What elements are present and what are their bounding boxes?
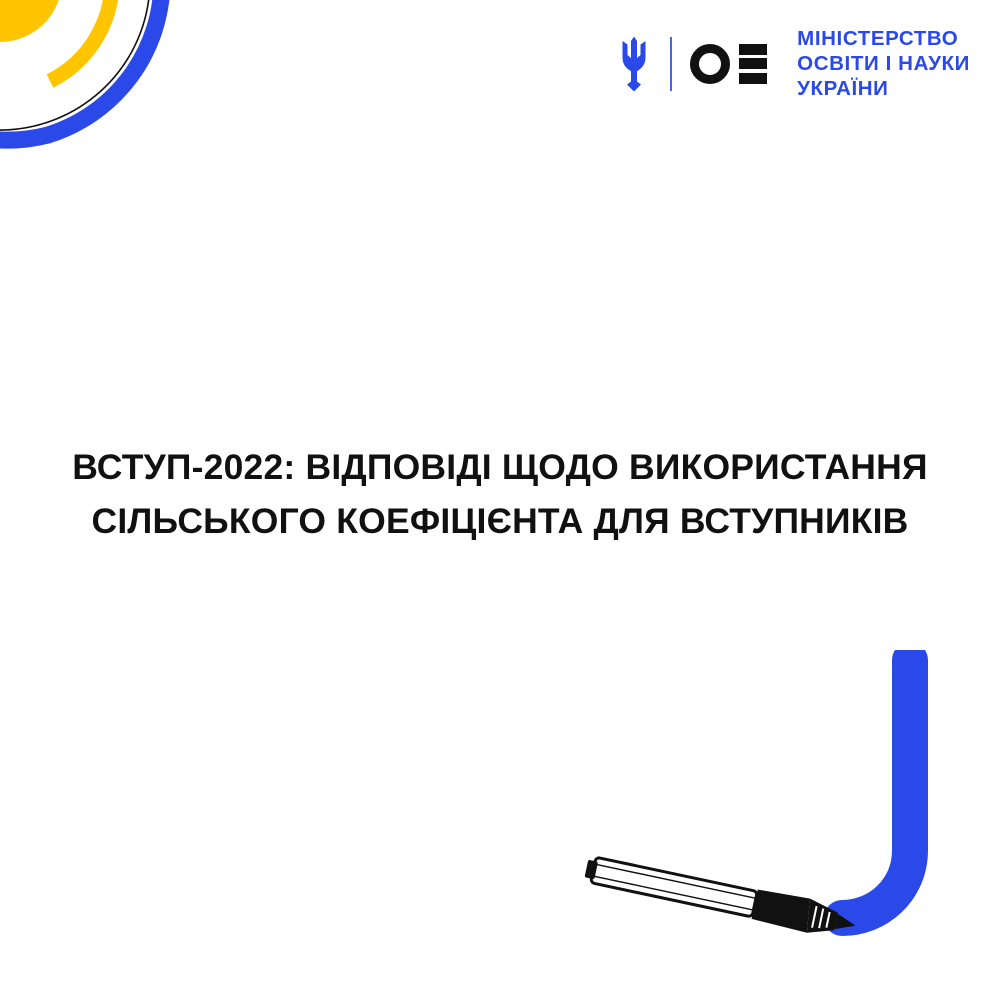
ministry-name-line-2: ОСВІТИ І НАУКИ [797, 52, 970, 75]
ukraine-trident-emblem [614, 36, 654, 92]
mon-bars-icon [739, 44, 767, 84]
ministry-name [797, 26, 970, 101]
mon-circle-icon [690, 44, 730, 84]
page-title-line-1: ВСТУП-2022: ВІДПОВІДІ ЩОДО ВИКОРИСТАННЯ [72, 447, 928, 487]
pen-with-blue-stroke-illustration [580, 650, 980, 980]
concentric-arcs-decoration [0, 0, 280, 300]
mon-o-mark [690, 44, 767, 84]
ministry-logo [614, 26, 970, 101]
page-title [0, 440, 1000, 548]
logo-divider [670, 37, 672, 91]
ministry-name-line-3: УКРАЇНИ [797, 77, 889, 100]
page-title-line-2: СІЛЬСЬКОГО КОЕФІЦІЄНТА ДЛЯ ВСТУПНИКІВ [91, 501, 909, 541]
ministry-name-line-1: МІНІСТЕРСТВО [797, 27, 959, 50]
